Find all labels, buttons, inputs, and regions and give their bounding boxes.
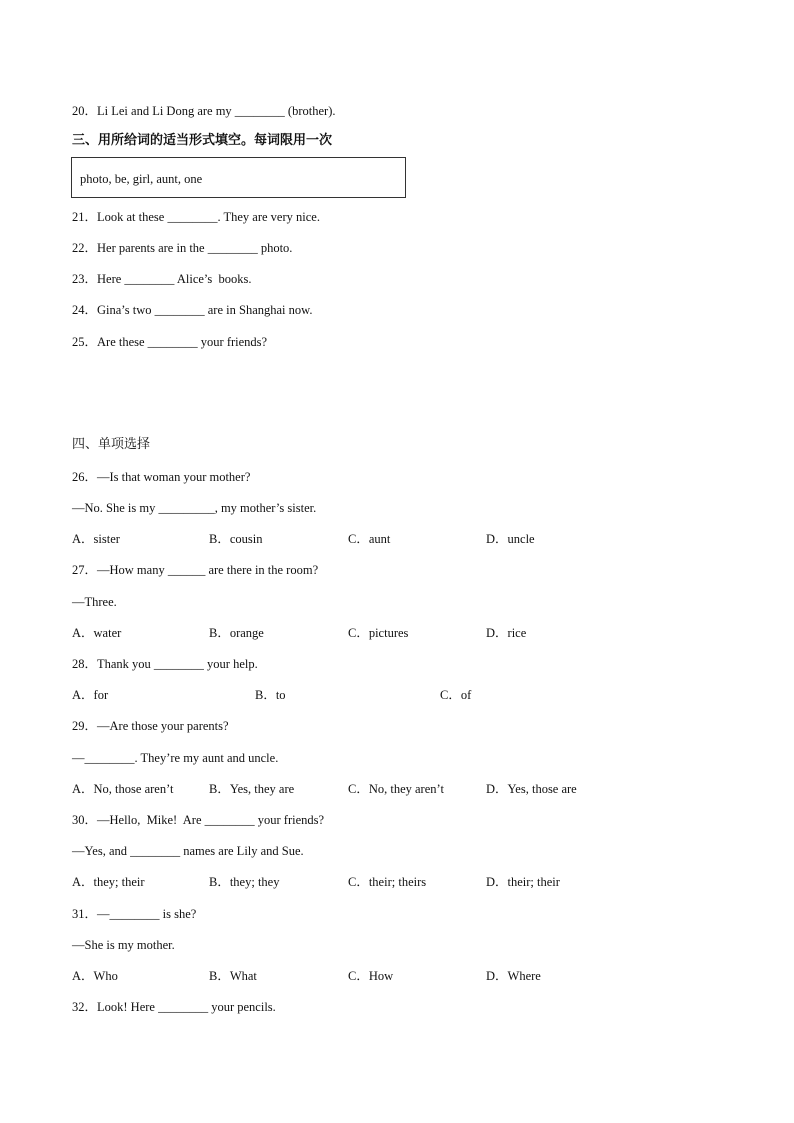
q29-option-b[interactable]: B．Yes, they are bbox=[209, 782, 295, 796]
question-31-dialogue: —She is my mother. bbox=[72, 938, 175, 952]
q27-option-b[interactable]: B．orange bbox=[209, 626, 264, 640]
q29-option-c[interactable]: C．No, they aren’t bbox=[348, 782, 444, 796]
question-27-stem: 27．—How many ______ are there in the room? bbox=[72, 563, 319, 577]
word-box bbox=[71, 157, 406, 198]
section-3-title: 三、用所给词的适当形式填空。每词限用一次 bbox=[72, 133, 333, 148]
q30-option-d[interactable]: D．their; their bbox=[486, 875, 560, 889]
word-box-text: photo, be, girl, aunt, one bbox=[80, 172, 203, 186]
q31-option-d[interactable]: D．Where bbox=[486, 969, 541, 983]
section-4-title: 四、单项选择 bbox=[72, 437, 151, 452]
q27-option-d[interactable]: D．rice bbox=[486, 626, 527, 640]
question-22: 22．Her parents are in the ________ photo. bbox=[72, 241, 293, 255]
question-32-stem: 32．Look! Here ________ your pencils. bbox=[72, 1000, 276, 1014]
question-29-dialogue: —________. They’re my aunt and uncle. bbox=[72, 751, 279, 765]
q26-option-a[interactable]: A．sister bbox=[72, 532, 120, 546]
question-26-stem: 26．—Is that woman your mother? bbox=[72, 470, 251, 484]
q26-option-d[interactable]: D．uncle bbox=[486, 532, 535, 546]
question-25: 25．Are these ________ your friends? bbox=[72, 335, 268, 349]
question-31-stem: 31．—________ is she? bbox=[72, 907, 197, 921]
q26-option-c[interactable]: C．aunt bbox=[348, 532, 391, 546]
question-28-stem: 28．Thank you ________ your help. bbox=[72, 657, 258, 671]
q31-option-a[interactable]: A．Who bbox=[72, 969, 118, 983]
q28-option-b[interactable]: B．to bbox=[255, 688, 286, 702]
q28-option-c[interactable]: C．of bbox=[440, 688, 472, 702]
q30-option-c[interactable]: C．their; theirs bbox=[348, 875, 427, 889]
q30-option-b[interactable]: B．they; they bbox=[209, 875, 280, 889]
question-24: 24．Gina’s two ________ are in Shanghai now. bbox=[72, 303, 313, 317]
question-30-stem: 30．—Hello, Mike! Are ________ your friends? bbox=[72, 813, 325, 827]
question-20: 20．Li Lei and Li Dong are my ________ (brother). bbox=[72, 104, 336, 118]
question-26-dialogue: —No. She is my _________, my mother’s sister. bbox=[72, 501, 317, 515]
q26-option-b[interactable]: B．cousin bbox=[209, 532, 263, 546]
q28-option-a[interactable]: A．for bbox=[72, 688, 109, 702]
q31-option-c[interactable]: C．How bbox=[348, 969, 394, 983]
q27-option-c[interactable]: C．pictures bbox=[348, 626, 409, 640]
question-27-dialogue: —Three. bbox=[72, 595, 117, 609]
q27-option-a[interactable]: A．water bbox=[72, 626, 122, 640]
q29-option-d[interactable]: D．Yes, those are bbox=[486, 782, 577, 796]
question-21: 21．Look at these ________. They are very nice. bbox=[72, 210, 320, 224]
q29-option-a[interactable]: A．No, those aren’t bbox=[72, 782, 174, 796]
question-30-dialogue: —Yes, and ________ names are Lily and Sue. bbox=[72, 844, 304, 858]
q31-option-b[interactable]: B．What bbox=[209, 969, 257, 983]
q30-option-a[interactable]: A．they; their bbox=[72, 875, 145, 889]
question-23: 23．Here ________ Alice’s books. bbox=[72, 272, 252, 286]
question-29-stem: 29．—Are those your parents? bbox=[72, 719, 229, 733]
